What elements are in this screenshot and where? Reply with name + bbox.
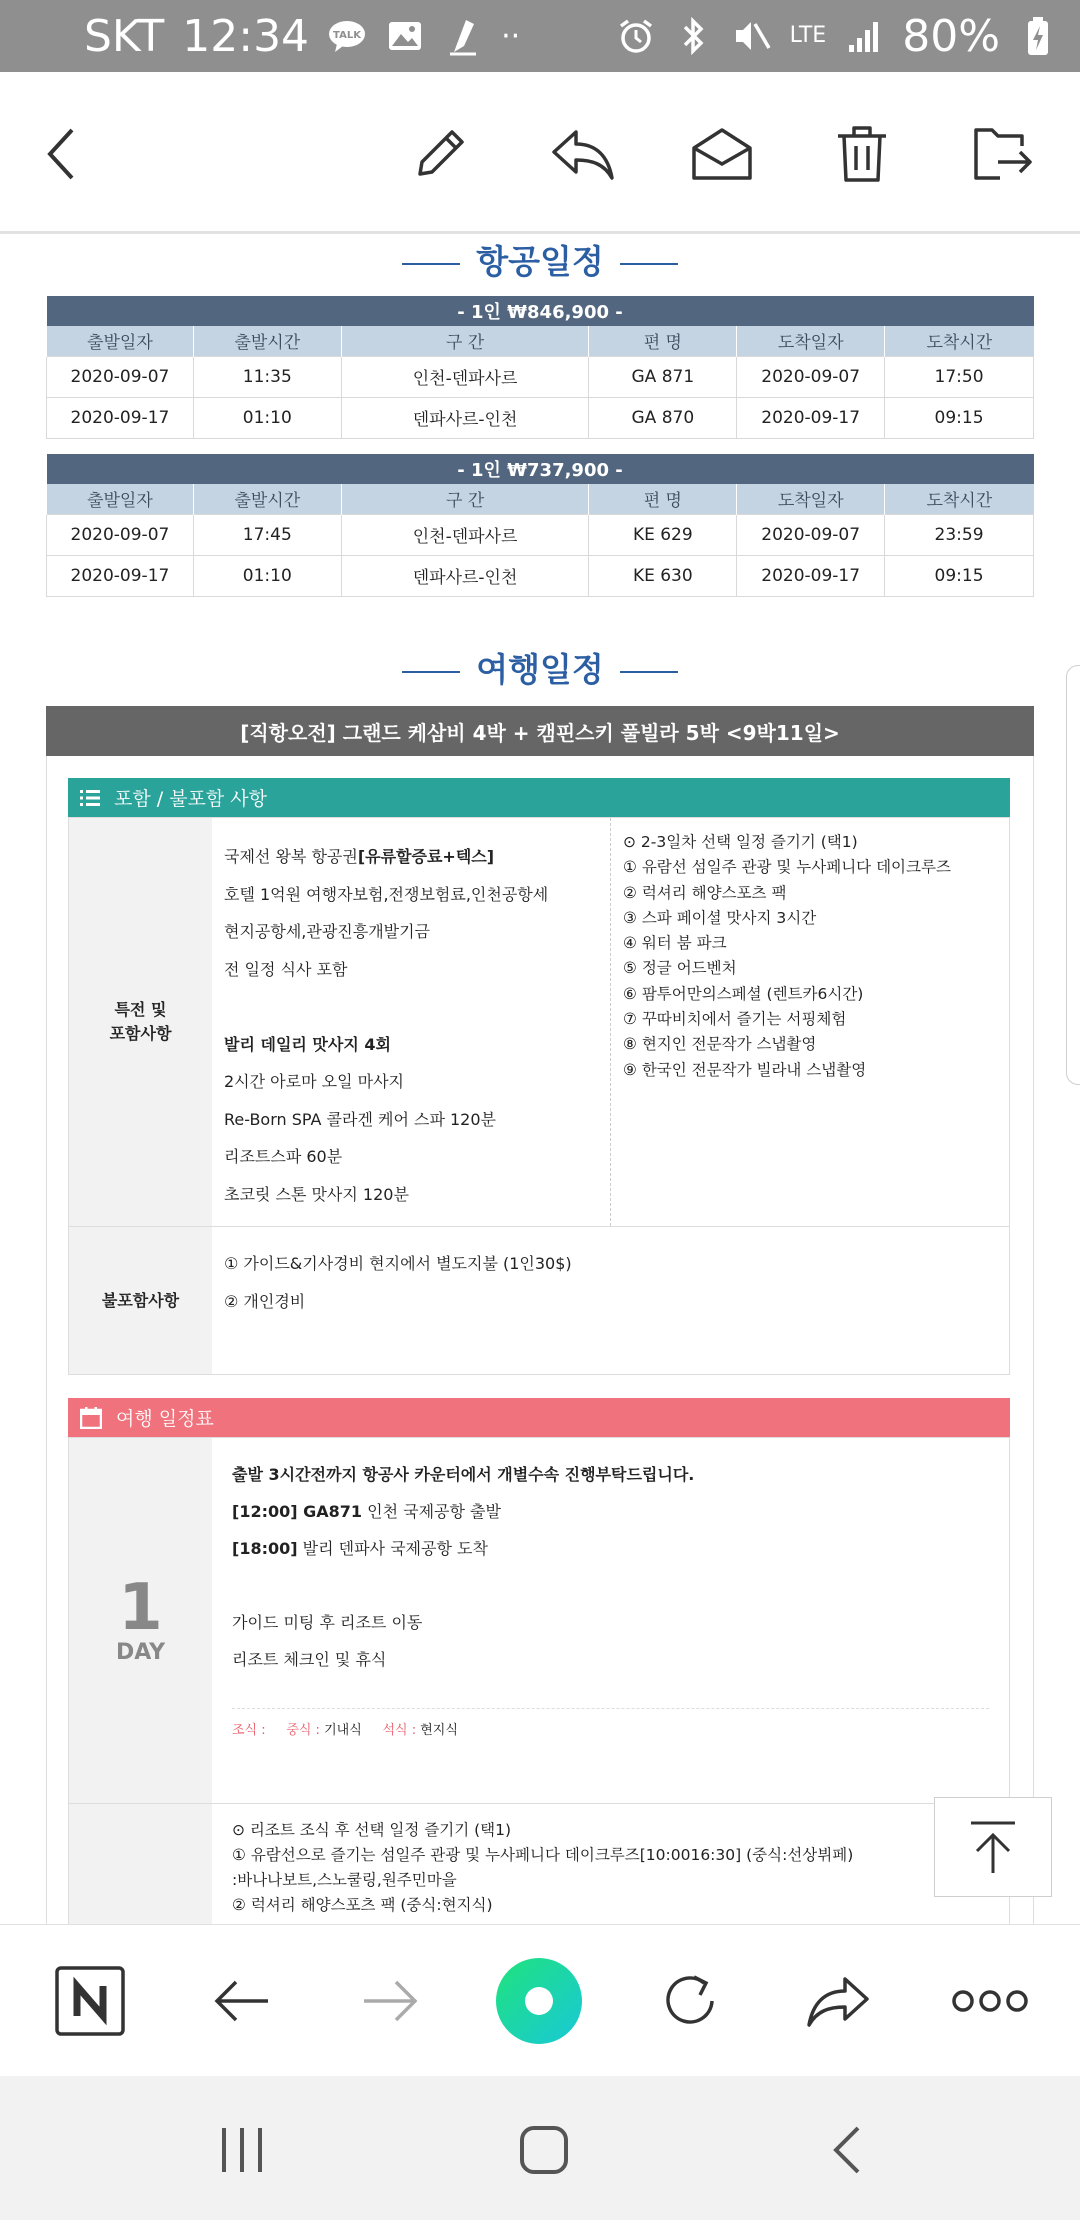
massage-title: 발리 데일리 맛사지 4회 [224, 1034, 391, 1054]
table-cell: 2020-09-17 [737, 555, 885, 596]
home-square-icon [518, 2124, 570, 2176]
flight-table-2 [46, 454, 1034, 597]
day-number: 1 [118, 1571, 163, 1645]
list-item: 리조트스파 60분 [224, 1147, 343, 1166]
status-bar [0, 0, 1080, 72]
included-label: 특전 및 포함사항 [69, 818, 212, 1226]
more-button[interactable] [950, 1965, 1030, 2037]
list-item: ② 개인경비 [224, 1292, 306, 1311]
col-header: 도착일자 [737, 484, 885, 514]
list-item: Re-Born SPA 콜라겐 케어 스파 120분 [224, 1109, 496, 1129]
flight-price: - 1인 ₩737,900 - [47, 454, 1034, 484]
inclusions-header-label: 포함 / 불포함 사항 [114, 788, 267, 810]
system-back-button[interactable] [818, 2120, 878, 2180]
included-options-list [611, 818, 1009, 1226]
scroll-top-button[interactable] [934, 1797, 1052, 1897]
table-cell: 23:59 [885, 514, 1034, 555]
refresh-icon [658, 1969, 722, 2033]
inclusions-header [68, 778, 1010, 817]
list-item: ① 유람선 섬일주 관광 및 누사페니다 데이크루즈 [623, 858, 951, 877]
day-notice: 출발 3시간전까지 항공사 카운터에서 개별수속 진행부탁드립니다. [232, 1465, 695, 1484]
arrow-right-icon [360, 1976, 420, 2026]
table-cell: 2020-09-07 [737, 514, 885, 555]
day-item: :바나나보트,스노쿨링,원주민마을 [232, 1871, 457, 1889]
mail-toolbar [0, 72, 1080, 234]
move-button[interactable] [966, 118, 1038, 190]
kakaotalk-icon [327, 16, 367, 56]
table-row [47, 397, 1034, 438]
table-cell: 2020-09-17 [47, 397, 194, 438]
reply-icon [548, 124, 616, 184]
clock-time: 12:34 [182, 10, 310, 62]
back-nav-button[interactable] [206, 1965, 278, 2037]
table-cell: 2020-09-07 [47, 514, 194, 555]
included-row [69, 818, 1009, 1226]
alarm-icon [616, 16, 656, 56]
col-header: 도착일자 [737, 326, 885, 356]
home-circle-button[interactable] [496, 1958, 582, 2044]
table-cell: 덴파사르-인천 [341, 397, 589, 438]
flight-price: - 1인 ₩846,900 - [47, 296, 1034, 326]
recent-apps-button[interactable] [212, 2120, 272, 2180]
more-notifications-dots: ·· [501, 18, 521, 54]
list-item: 전 일정 식사 포함 [224, 959, 348, 979]
col-header: 구 간 [341, 484, 589, 514]
col-header: 출발시간 [193, 484, 341, 514]
refresh-button[interactable] [654, 1965, 726, 2037]
scroll-top-icon [965, 1817, 1021, 1877]
schedule-header [68, 1398, 1010, 1437]
list-item: ⑥ 팜투어만의스페셜 (렌트카6시간) [623, 984, 864, 1003]
day-item: ① 유람선으로 즐기는 섬일주 관광 및 누사페니다 데이크루즈[10:0016:30] (중식:선상뷔페) [232, 1846, 854, 1864]
excluded-row [69, 1226, 1009, 1374]
table-cell: 인천-덴파사르 [341, 514, 589, 555]
table-cell: 2020-09-17 [737, 397, 885, 438]
day-word: DAY [115, 1640, 166, 1665]
forward-nav-button[interactable] [354, 1965, 426, 2037]
list-item: ⑨ 한국인 전문작가 빌라내 스냅촬영 [623, 1060, 867, 1079]
col-header: 편 명 [589, 326, 737, 356]
day-item: ② 럭셔리 해양스포츠 팩 (중식:현지식) [232, 1896, 493, 1914]
bluetooth-icon [674, 16, 714, 56]
pencil-icon [408, 122, 472, 186]
meal-info: 조식 : 중식 : 기내식 석식 : 현지식 [232, 1708, 989, 1738]
included-main-list [212, 818, 611, 1226]
table-row [47, 555, 1034, 596]
table-cell: 2020-09-07 [47, 356, 194, 397]
table-cell: 17:45 [193, 514, 341, 555]
day-label [69, 1438, 212, 1803]
list-item: ② 럭셔리 해양스포츠 팩 [623, 883, 787, 902]
flight-table-1 [46, 296, 1034, 439]
gallery-icon [385, 16, 425, 56]
move-to-icon [970, 122, 1034, 186]
list-item: ⑦ 꾸따비치에서 즐기는 서핑체험 [623, 1010, 847, 1029]
system-nav-bar [0, 2076, 1080, 2220]
calendar-icon [80, 1407, 102, 1429]
edit-button[interactable] [404, 118, 476, 190]
back-button[interactable] [26, 118, 98, 190]
table-cell: GA 870 [589, 397, 737, 438]
col-header: 출발일자 [47, 326, 194, 356]
day-item: ⊙ 리조트 조식 후 선택 일정 즐기기 (택1) [232, 1821, 512, 1839]
list-item: 현지공항세,관광진흥개발기금 [224, 922, 431, 941]
app-notification-icon [443, 16, 483, 56]
more-dots-icon [951, 1989, 1029, 2013]
naver-n-icon [55, 1966, 125, 2036]
day-row [69, 1804, 1009, 1924]
delete-button[interactable] [826, 118, 898, 190]
side-drawer-handle[interactable] [1066, 665, 1080, 1085]
col-header: 편 명 [589, 484, 737, 514]
signal-icon [844, 16, 884, 56]
home-button[interactable] [514, 2120, 574, 2180]
naver-home-button[interactable] [54, 1965, 126, 2037]
col-header: 출발시간 [193, 326, 341, 356]
list-item: 국제선 왕복 항공권[유류할증료+텍스] [224, 847, 495, 866]
schedule-table [68, 1437, 1010, 1924]
list-item: ④ 워터 붐 파크 [623, 934, 727, 953]
package-title-bar: [직항오전] 그랜드 케삼비 4박 + 캠핀스키 풀빌라 5박 <9박11일> [46, 706, 1034, 756]
day-item: [12:00] GA871 인천 국제공항 출발 [232, 1502, 501, 1521]
table-cell: 09:15 [885, 397, 1034, 438]
list-item: ⊙ 2-3일차 선택 일정 즐기기 (택1) [623, 833, 858, 851]
mark-read-button[interactable] [686, 118, 758, 190]
list-item: ③ 스파 페이셜 맛사지 3시간 [623, 908, 817, 927]
battery-percent: 80% [902, 10, 1000, 62]
table-cell: KE 629 [589, 514, 737, 555]
list-item: 초코릿 스톤 맛사지 120분 [224, 1184, 409, 1204]
mail-body[interactable] [0, 236, 1080, 1924]
day-details [212, 1438, 1009, 1803]
day-item: 리조트 체크인 및 휴식 [232, 1650, 387, 1669]
col-header: 출발일자 [47, 484, 194, 514]
share-button[interactable] [802, 1965, 874, 2037]
table-cell: 2020-09-17 [47, 555, 194, 596]
trip-section-title: 여행일정 [0, 644, 1080, 691]
system-back-icon [828, 2124, 868, 2176]
table-cell: GA 871 [589, 356, 737, 397]
battery-charging-icon [1018, 16, 1058, 56]
table-cell: 11:35 [193, 356, 341, 397]
day-item: [18:00] 발리 덴파사 국제공항 도착 [232, 1539, 488, 1558]
table-cell: 덴파사르-인천 [341, 555, 589, 596]
col-header: 도착시간 [885, 326, 1034, 356]
arrow-left-icon [212, 1976, 272, 2026]
col-header: 구 간 [341, 326, 589, 356]
network-type: LTE [789, 23, 827, 48]
list-item: ⑧ 현지인 전문작가 스냅촬영 [623, 1035, 817, 1054]
envelope-open-icon [688, 124, 756, 184]
day-label [69, 1804, 212, 1924]
table-cell: 01:10 [193, 555, 341, 596]
browser-bottom-nav [0, 1924, 1080, 2076]
talk-badge-text: TALK [333, 30, 362, 41]
table-cell: 17:50 [885, 356, 1034, 397]
list-item: 호텔 1억원 여행자보험,전쟁보험료,인천공항세 [224, 884, 549, 904]
table-row [47, 356, 1034, 397]
mute-icon [732, 16, 772, 56]
day-details [212, 1804, 1009, 1924]
reply-button[interactable] [546, 118, 618, 190]
list-icon [80, 789, 100, 807]
excluded-label: 불포함사항 [69, 1227, 212, 1374]
table-cell: 인천-덴파사르 [341, 356, 589, 397]
schedule-header-label: 여행 일정표 [116, 1408, 214, 1430]
table-cell: KE 630 [589, 555, 737, 596]
carrier-label: SKT [84, 10, 165, 62]
list-item: ⑤ 정글 어드벤처 [623, 959, 737, 978]
inclusions-table [68, 817, 1010, 1375]
col-header: 도착시간 [885, 484, 1034, 514]
recent-apps-icon [218, 2124, 266, 2176]
day-row [69, 1438, 1009, 1804]
chevron-left-icon [38, 124, 86, 184]
share-arrow-icon [803, 1971, 873, 2031]
table-row [47, 514, 1034, 555]
list-item: 2시간 아로마 오일 마사지 [224, 1072, 404, 1091]
green-dot-icon [496, 1958, 582, 2044]
table-cell: 09:15 [885, 555, 1034, 596]
flight-section-title: 항공일정 [0, 236, 1080, 283]
trash-icon [832, 122, 892, 186]
day-item: 가이드 미팅 후 리조트 이동 [232, 1613, 423, 1632]
list-item: ① 가이드&기사경비 현지에서 별도지불 (1인30$) [224, 1254, 572, 1273]
table-cell: 2020-09-07 [737, 356, 885, 397]
table-cell: 01:10 [193, 397, 341, 438]
